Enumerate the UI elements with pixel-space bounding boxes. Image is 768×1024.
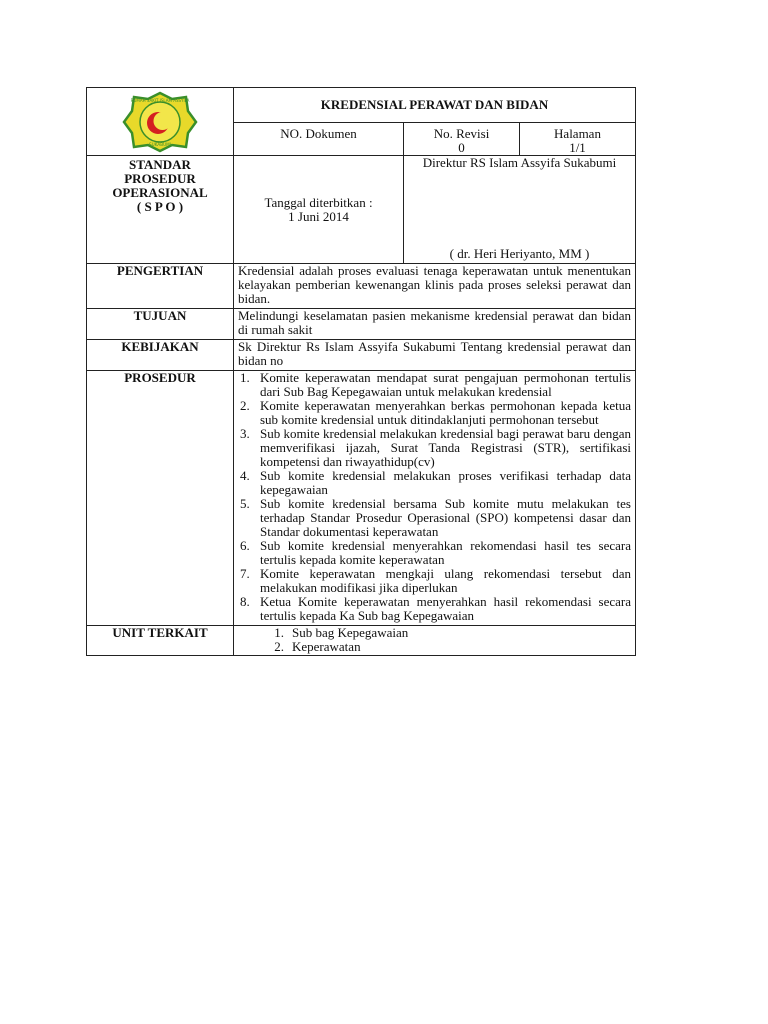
step-number: 4. [240, 468, 250, 483]
prosedur-step [238, 427, 631, 469]
step-number: 6. [240, 538, 250, 553]
step-number: 7. [240, 566, 250, 581]
unit-item [238, 640, 631, 654]
direktur-cell [404, 156, 636, 264]
document-title: KREDENSIAL PERAWAT DAN BIDAN [234, 88, 636, 123]
logo-bottom-text: SUKABUMI [148, 141, 172, 147]
direktur-title: Direktur RS Islam Assyifa Sukabumi [422, 155, 617, 170]
direktur-signature-name: ( dr. Heri Heriyanto, MM ) [449, 246, 590, 261]
unit-text: Keperawatan [292, 639, 361, 654]
hospital-logo [122, 91, 198, 153]
no-dokumen-label: NO. Dokumen [234, 123, 404, 156]
no-revisi-cell [404, 123, 520, 156]
spo-title [87, 156, 234, 264]
prosedur-step [238, 539, 631, 567]
prosedur-step [238, 497, 631, 539]
pengertian-label: PENGERTIAN [87, 264, 234, 309]
prosedur-step [238, 469, 631, 497]
step-number: 3. [240, 426, 250, 441]
spo-title-line: PROSEDUR [124, 171, 196, 186]
unit-terkait-list [238, 626, 631, 654]
no-revisi-value: 0 [458, 140, 465, 155]
step-number: 1. [240, 370, 250, 385]
halaman-cell [520, 123, 636, 156]
step-text: Komite keperawatan mengkaji ulang rekomendasi tersebut dan melakukan modifikasi jika diperlukan [260, 566, 631, 595]
no-revisi-label: No. Revisi [433, 126, 490, 141]
prosedur-step [238, 371, 631, 399]
prosedur-content [234, 371, 636, 626]
step-text: Komite keperawatan mendapat surat pengajuan permohonan tertulis dari Sub Bag Kepegawaian untuk melakukan kredensial [260, 370, 631, 399]
unit-number: 2. [274, 639, 284, 654]
tujuan-text: Melindungi keselamatan pasien mekanisme kredensial perawat dan bidan di rumah sakit [234, 309, 636, 340]
step-number: 8. [240, 594, 250, 609]
step-text: Sub komite kredensial melakukan proses verifikasi terhadap data kepegawaian [260, 468, 631, 497]
prosedur-list [238, 371, 631, 623]
tanggal-cell [234, 156, 404, 264]
logo-outer-text: RUMAH SAKIT ISLAM ASSYIFA [130, 97, 190, 103]
unit-terkait-label: UNIT TERKAIT [87, 626, 234, 656]
unit-number: 1. [274, 625, 284, 640]
spo-title-line: ( S P O ) [136, 199, 184, 214]
step-text: Komite keperawatan menyerahkan berkas permohonan kepada ketua sub komite kredensial untuk ditindaklanjuti permohonan tersebut [260, 398, 631, 427]
halaman-label: Halaman [554, 126, 601, 141]
step-text: Ketua Komite keperawatan menyerahkan hasil rekomendasi secara tertulis kepada Ka Sub bag Kepegawaian [260, 594, 631, 623]
unit-text: Sub bag Kepegawaian [292, 625, 409, 640]
kebijakan-text: Sk Direktur Rs Islam Assyifa Sukabumi Tentang kredensial perawat dan bidan no [234, 340, 636, 371]
prosedur-label: PROSEDUR [87, 371, 234, 626]
logo-cell [87, 88, 234, 156]
halaman-value: 1/1 [569, 140, 586, 155]
step-text: Sub komite kredensial menyerahkan rekomendasi hasil tes secara tertulis kepada komite keperawatan [260, 538, 631, 567]
prosedur-step [238, 567, 631, 595]
spo-document [86, 87, 635, 656]
unit-item [238, 626, 631, 640]
prosedur-step [238, 595, 631, 623]
tanggal-label: Tanggal diterbitkan : [264, 194, 373, 210]
kebijakan-label: KEBIJAKAN [87, 340, 234, 371]
step-number: 2. [240, 398, 250, 413]
spo-table [86, 87, 636, 656]
tujuan-label: TUJUAN [87, 309, 234, 340]
pengertian-text: Kredensial adalah proses evaluasi tenaga keperawatan untuk menentukan kelayakan pemberian kewenangan klinis pada proses seleksi perawat dan bidan. [234, 264, 636, 309]
step-text: Sub komite kredensial bersama Sub komite mutu melakukan tes terhadap Standar Prosedur Operasional (SPO) kompetensi dasar dan Standar dokumentasi keperawatan [260, 496, 631, 539]
spo-title-line: OPERASIONAL [112, 185, 208, 200]
unit-terkait-content [234, 626, 636, 656]
step-text: Sub komite kredensial melakukan kredensial bagi perawat baru dengan memverifikasi ijazah, Surat Tanda Registrasi (STR), sertifikasi kompetensi dan riwayathidup(cv) [260, 426, 631, 469]
prosedur-step [238, 399, 631, 427]
step-number: 5. [240, 496, 250, 511]
spo-title-line: STANDAR [129, 157, 191, 172]
tanggal-value: 1 Juni 2014 [288, 208, 349, 224]
